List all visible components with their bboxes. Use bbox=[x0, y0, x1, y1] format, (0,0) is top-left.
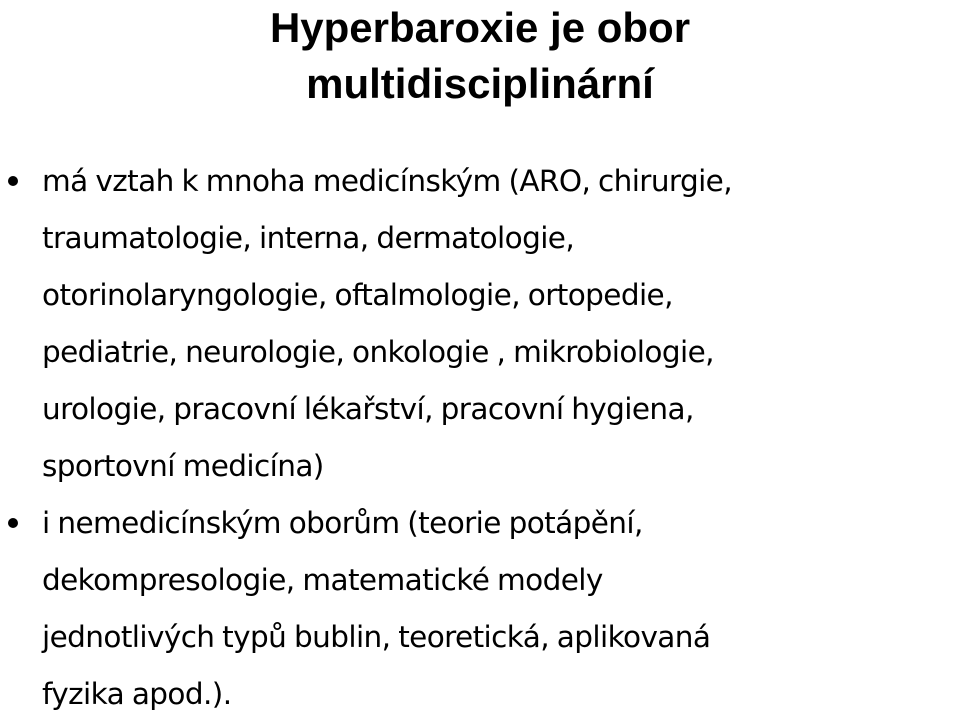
bullet-line: dekompresologie, matematické modely bbox=[42, 563, 603, 597]
bullet-dot-icon bbox=[8, 176, 18, 186]
bullet-line: pediatrie, neurologie, onkologie , mikrobiologie, bbox=[42, 335, 714, 369]
slide-title-line-2: multidisciplinární bbox=[306, 60, 654, 107]
bullet-line: sportovní medicína) bbox=[42, 449, 324, 483]
bullet-line: fyzika apod.). bbox=[42, 677, 232, 711]
bullet-line: má vztah k mnoha medicínským (ARO, chirurgie, bbox=[42, 164, 732, 198]
bullet-line: jednotlivých typů bublin, teoretická, aplikovaná bbox=[42, 620, 711, 654]
bullet-line: otorinolaryngologie, oftalmologie, ortopedie, bbox=[42, 278, 673, 312]
bullet-line: i nemedicínským oborům (teorie potápění, bbox=[42, 506, 643, 540]
bullet-list bbox=[0, 153, 960, 723]
bullet-item-medical-fields bbox=[0, 153, 960, 495]
slide-title-line-1: Hyperbaroxie je obor bbox=[269, 4, 691, 51]
bullet-text bbox=[42, 495, 950, 723]
slide-title bbox=[0, 0, 960, 112]
bullet-item-nonmedical-fields bbox=[0, 495, 960, 723]
bullet-line: urologie, pracovní lékařství, pracovní hygiena, bbox=[42, 392, 694, 426]
bullet-line: traumatologie, interna, dermatologie, bbox=[42, 221, 575, 255]
bullet-text bbox=[42, 153, 950, 495]
bullet-dot-icon bbox=[8, 518, 18, 528]
